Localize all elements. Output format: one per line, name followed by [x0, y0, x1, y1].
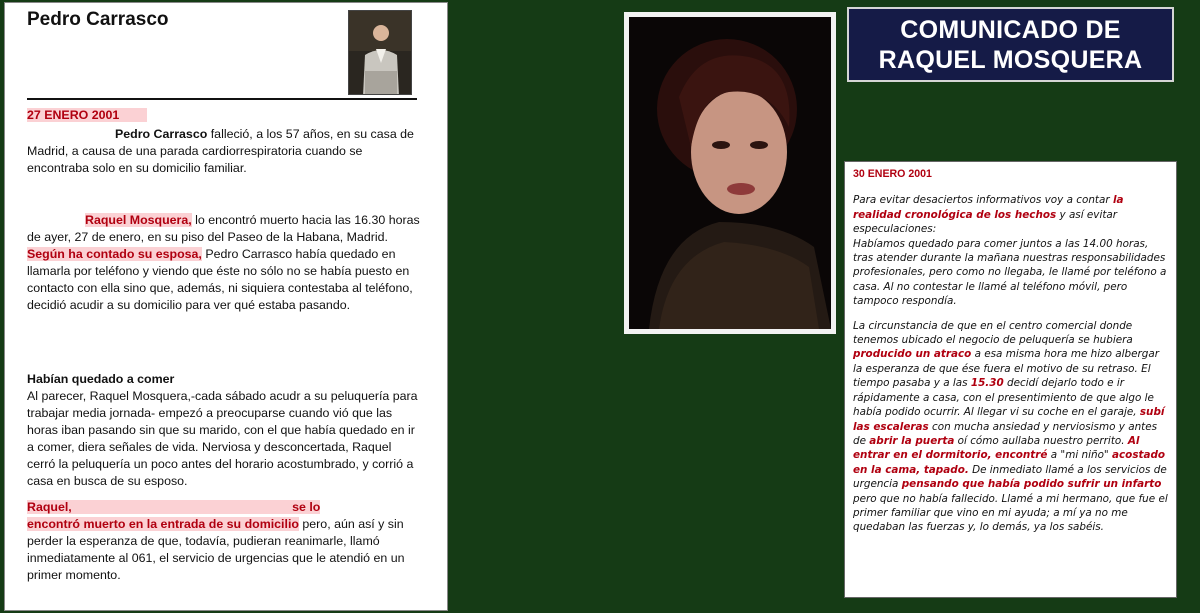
statement-date: 30 ENERO 2001 — [853, 168, 932, 180]
news-article-panel — [4, 2, 448, 611]
woman-portrait-image — [629, 17, 831, 329]
pedro-carrasco-name: Pedro Carrasco — [115, 127, 208, 141]
statement-panel — [844, 161, 1177, 598]
raquel-highlight: Raquel, — [27, 500, 72, 514]
title-line-1: COMUNICADO DE — [900, 16, 1121, 44]
raquel-mosquera-photo — [624, 12, 836, 334]
article-date-line — [27, 107, 422, 124]
section-heading: Habían quedado a comer — [27, 372, 175, 386]
paragraph-3: Habían quedado a comer Al parecer, Raquel Mosquera,-cada sábado acudr a su peluquería para trabajar media jornada- empezó a preocuparse cuando vió que las horas iban pasando sin que su marido, con el que había quedado en ir a comer, diera señales de vida. Nerviosa y desconcertada, Raquel cerró la peluquería un poco antes del horario acostumbrado, y corrió a casa en busca de su esposo. — [27, 372, 418, 488]
article-title: Pedro Carrasco — [27, 9, 169, 30]
paragraph-2: Raquel Mosquera, lo encontró muerto hacia las 16.30 horas de ayer, 27 de enero, en su piso del Paseo de la Habana, Madrid. Según ha contado su esposa, Pedro Carrasco había quedado en llamarla por teléfono y viendo que éste no sólo no se había puesto en contacto con ella sino que, además, ni siquiera contestaba al teléfono, decidió acudir a su domicilio para ver qué estaba pasando. — [27, 213, 420, 312]
paragraph-4: Raquel, se lo encontró muerto en la entrada de su domicilio pero, aún así y sin perder la esperanza de que, todavía, pudieran reanimarle, llamó inmediatamente al 061, el servicio de urgencias que le atendió en un primer momento. — [27, 500, 405, 582]
pedro-carrasco-photo — [348, 10, 412, 95]
title-divider — [27, 98, 417, 100]
raquel-mosquera-highlight: Raquel Mosquera, — [85, 213, 192, 227]
found-dead-highlight: encontró muerto en la entrada de su domicilio — [27, 517, 299, 531]
statement-title-box — [847, 7, 1174, 82]
title-line-2: RAQUEL MOSQUERA — [878, 46, 1143, 74]
se-lo-highlight: se lo — [292, 500, 321, 514]
statement-paragraph-2: La circunstancia de que en el centro comercial donde tenemos ubicado el negocio de peluquería se hubiera producido un atraco a esa misma hora me hizo albergar la esperanza de que ése fuera el motivo de su retraso. El tiempo pasaba y a las 15.30 decidí dejarlo todo e ir rápidamente a casa, con el presentimiento de que algo le había podido ocurrir. Al llegar vi su coche en el garaje, subí las escaleras con mucha ansiedad y nerviosismo y antes de abrir la puerta oí cómo aullaba nuestro perrito. Al entrar en el dormitorio, encontré a "mi niño" acostado en la cama, tapado. De inmediato llamé a los servicios de urgencia pensando que había podido sufrir un infarto pero que no había fallecido. Llamé a mi hermano, que fue el primer familiar que vino en mi ayuda; a mí ya no me quedaban las fuerzas y, lo demás, ya los sabéis. — [853, 319, 1168, 534]
article-date: 27 ENERO 2001 — [27, 108, 120, 122]
man-portrait-image — [349, 11, 412, 95]
paragraph-1: Pedro Carrasco falleció, a los 57 años, en su casa de Madrid, a causa de una parada cardiorrespiratoria cuando se encontraba solo en su domicilio familiar. — [27, 127, 414, 175]
source-highlight: Según ha contado su esposa, — [27, 247, 202, 261]
statement-paragraph-1: Para evitar desaciertos informativos voy a contar la realidad cronológica de los hechos y así evitar especulaciones: Habíamos quedado para comer juntos a las 14.00 horas, tras atender durante la mañana nuestras responsabilidades profesionales, pero como no llegaba, le llamé por teléfono a casa. Al no contestar le llamé al teléfono móvil, pero tampoco respondía. — [853, 194, 1167, 308]
